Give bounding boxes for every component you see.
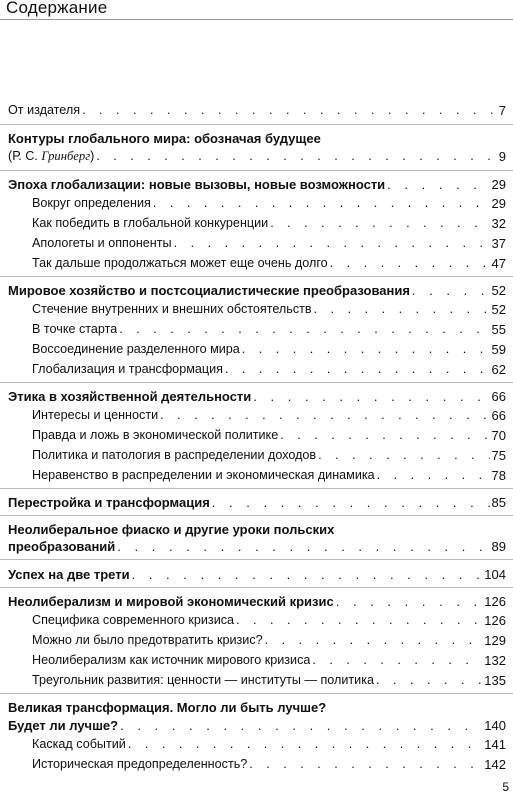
toc-label: Успех на две трети	[8, 567, 130, 582]
toc-label: Стечение внутренних и внешних обстоятельств	[32, 302, 312, 316]
toc-page: 126	[484, 613, 506, 628]
toc-page: 52	[491, 302, 506, 317]
leader-dots	[412, 283, 490, 298]
toc-author: Гринберг	[41, 149, 91, 163]
toc-entry	[32, 737, 506, 752]
toc-page: 89	[491, 539, 506, 554]
toc-page: 9	[498, 149, 506, 164]
toc-entry	[32, 613, 506, 628]
leader-dots	[314, 302, 490, 317]
title-divider	[0, 19, 513, 20]
toc-page: 37	[491, 236, 506, 251]
toc-entry	[32, 448, 506, 463]
leader-dots	[174, 236, 490, 251]
toc-heading-entry	[8, 539, 506, 554]
leader-dots	[377, 468, 490, 483]
toc-entry	[32, 633, 506, 648]
section-divider	[0, 515, 513, 516]
leader-dots	[119, 322, 489, 337]
leader-dots	[160, 408, 489, 423]
section-divider	[0, 587, 513, 588]
toc-entry	[32, 757, 506, 772]
toc-label: Этика в хозяйственной деятельности	[8, 389, 252, 404]
leader-dots	[120, 718, 482, 733]
toc-heading-entry	[8, 283, 506, 298]
toc-label	[8, 149, 94, 164]
toc-heading-entry	[8, 389, 506, 404]
toc-label: Можно ли было предотвратить кризис?	[32, 633, 263, 647]
toc-page: 141	[484, 737, 506, 752]
toc-page: 29	[491, 196, 506, 211]
section-divider	[0, 276, 513, 277]
toc-label: Будет ли лучше?	[8, 718, 119, 733]
leader-dots	[96, 149, 496, 164]
toc-page: 75	[491, 448, 506, 463]
toc-entry	[32, 302, 506, 317]
leader-dots	[82, 103, 497, 118]
section-divider	[0, 382, 513, 383]
leader-dots	[242, 342, 490, 357]
toc-page: 55	[491, 322, 506, 337]
toc-page: 29	[491, 177, 506, 192]
toc-entry	[32, 256, 506, 271]
leader-dots	[265, 633, 483, 648]
toc-label: Треугольник развития: ценности — институты — политика	[32, 673, 374, 687]
toc-label: В точке старта	[32, 322, 118, 336]
leader-dots	[312, 653, 482, 668]
toc-label-prefix: (Р. С.	[8, 149, 42, 163]
toc-label: Как победить в глобальной конкуренции	[32, 216, 269, 230]
toc-label: Глобализация и трансформация	[32, 362, 223, 376]
toc-page: 52	[491, 283, 506, 298]
toc-label: Правда и ложь в экономической политике	[32, 428, 279, 442]
toc-entry	[32, 468, 506, 483]
toc-page: 62	[491, 362, 506, 377]
toc-page: 7	[498, 103, 506, 118]
leader-dots	[153, 196, 490, 211]
leader-dots	[376, 673, 482, 688]
toc-label: Перестройка и трансформация	[8, 495, 210, 510]
toc-entry	[32, 362, 506, 377]
page-number: 5	[502, 780, 509, 794]
leader-dots	[336, 594, 483, 609]
leader-dots	[318, 448, 489, 463]
toc-label: Апологеты и оппоненты	[32, 236, 172, 250]
section-divider	[0, 559, 513, 560]
toc-page: 47	[491, 256, 506, 271]
leader-dots	[270, 216, 489, 231]
toc-label: преобразований	[8, 539, 116, 554]
toc-label: Эпоха глобализации: новые вызовы, новые возможности	[8, 177, 386, 192]
toc-label: Историческая предопределенность?	[32, 757, 248, 771]
leader-dots	[330, 256, 490, 271]
section-divider	[0, 124, 513, 125]
toc-label: Каскад событий	[32, 737, 126, 751]
toc-heading: Неолиберальное фиаско и другие уроки польских	[8, 522, 335, 537]
toc-page: 59	[491, 342, 506, 357]
toc-label: Вокруг определения	[32, 196, 151, 210]
toc-heading-entry	[8, 177, 506, 192]
toc-page: 135	[484, 673, 506, 688]
leader-dots	[387, 177, 489, 192]
toc-label: Политика и патология в распределении доходов	[32, 448, 317, 462]
toc-entry	[8, 103, 506, 118]
toc-page: 66	[491, 408, 506, 423]
toc-entry	[32, 216, 506, 231]
toc-label: Неолиберализм и мировой экономический кризис	[8, 594, 334, 609]
toc-entry	[32, 196, 506, 211]
toc-heading-entry	[8, 594, 506, 609]
toc-label: От издателя	[8, 103, 81, 117]
toc-entry	[8, 149, 506, 164]
toc-label-suffix: )	[90, 149, 95, 163]
leader-dots	[253, 389, 489, 404]
toc-page: 140	[484, 718, 506, 733]
leader-dots	[132, 567, 483, 582]
toc-page: 32	[491, 216, 506, 231]
leader-dots	[117, 539, 489, 554]
toc-heading-entry	[8, 567, 506, 582]
toc-page: 70	[491, 428, 506, 443]
page-title: Содержание	[6, 0, 108, 17]
toc-heading: Великая трансформация. Могло ли быть лучше?	[8, 700, 327, 715]
toc-page: 78	[491, 468, 506, 483]
toc-label: Специфика современного кризиса	[32, 613, 235, 627]
toc-page: 126	[484, 594, 506, 609]
toc-entry	[32, 408, 506, 423]
leader-dots	[280, 428, 489, 443]
toc-label: Неолиберализм как источник мирового кризиса	[32, 653, 311, 667]
toc-label: Неравенство в распределении и экономическая динамика	[32, 468, 375, 482]
leader-dots	[236, 613, 482, 628]
section-divider	[0, 170, 513, 171]
toc-entry	[32, 653, 506, 668]
toc-page: 129	[484, 633, 506, 648]
toc-page: 104	[484, 567, 506, 582]
leader-dots	[128, 737, 482, 752]
toc-label: Мировое хозяйство и постсоциалистические преобразования	[8, 283, 410, 298]
section-divider	[0, 488, 513, 489]
toc-label: Воссоединение разделенного мира	[32, 342, 240, 356]
toc-page: 142	[484, 757, 506, 772]
toc-label: Так дальше продолжаться может еще очень долго	[32, 256, 328, 270]
leader-dots	[225, 362, 490, 377]
toc-page: 85	[491, 495, 506, 510]
toc-entry	[32, 428, 506, 443]
toc-page: 132	[484, 653, 506, 668]
leader-dots	[212, 495, 490, 510]
section-divider	[0, 693, 513, 694]
toc-heading: Контуры глобального мира: обозначая будущее	[8, 131, 321, 146]
toc-entry	[32, 322, 506, 337]
toc-entry	[32, 342, 506, 357]
leader-dots	[249, 757, 482, 772]
toc-heading-entry	[8, 495, 506, 510]
toc-entry	[32, 236, 506, 251]
toc-page: 66	[491, 389, 506, 404]
toc-entry	[32, 673, 506, 688]
toc-heading-entry	[8, 718, 506, 733]
toc-label: Интересы и ценности	[32, 408, 159, 422]
